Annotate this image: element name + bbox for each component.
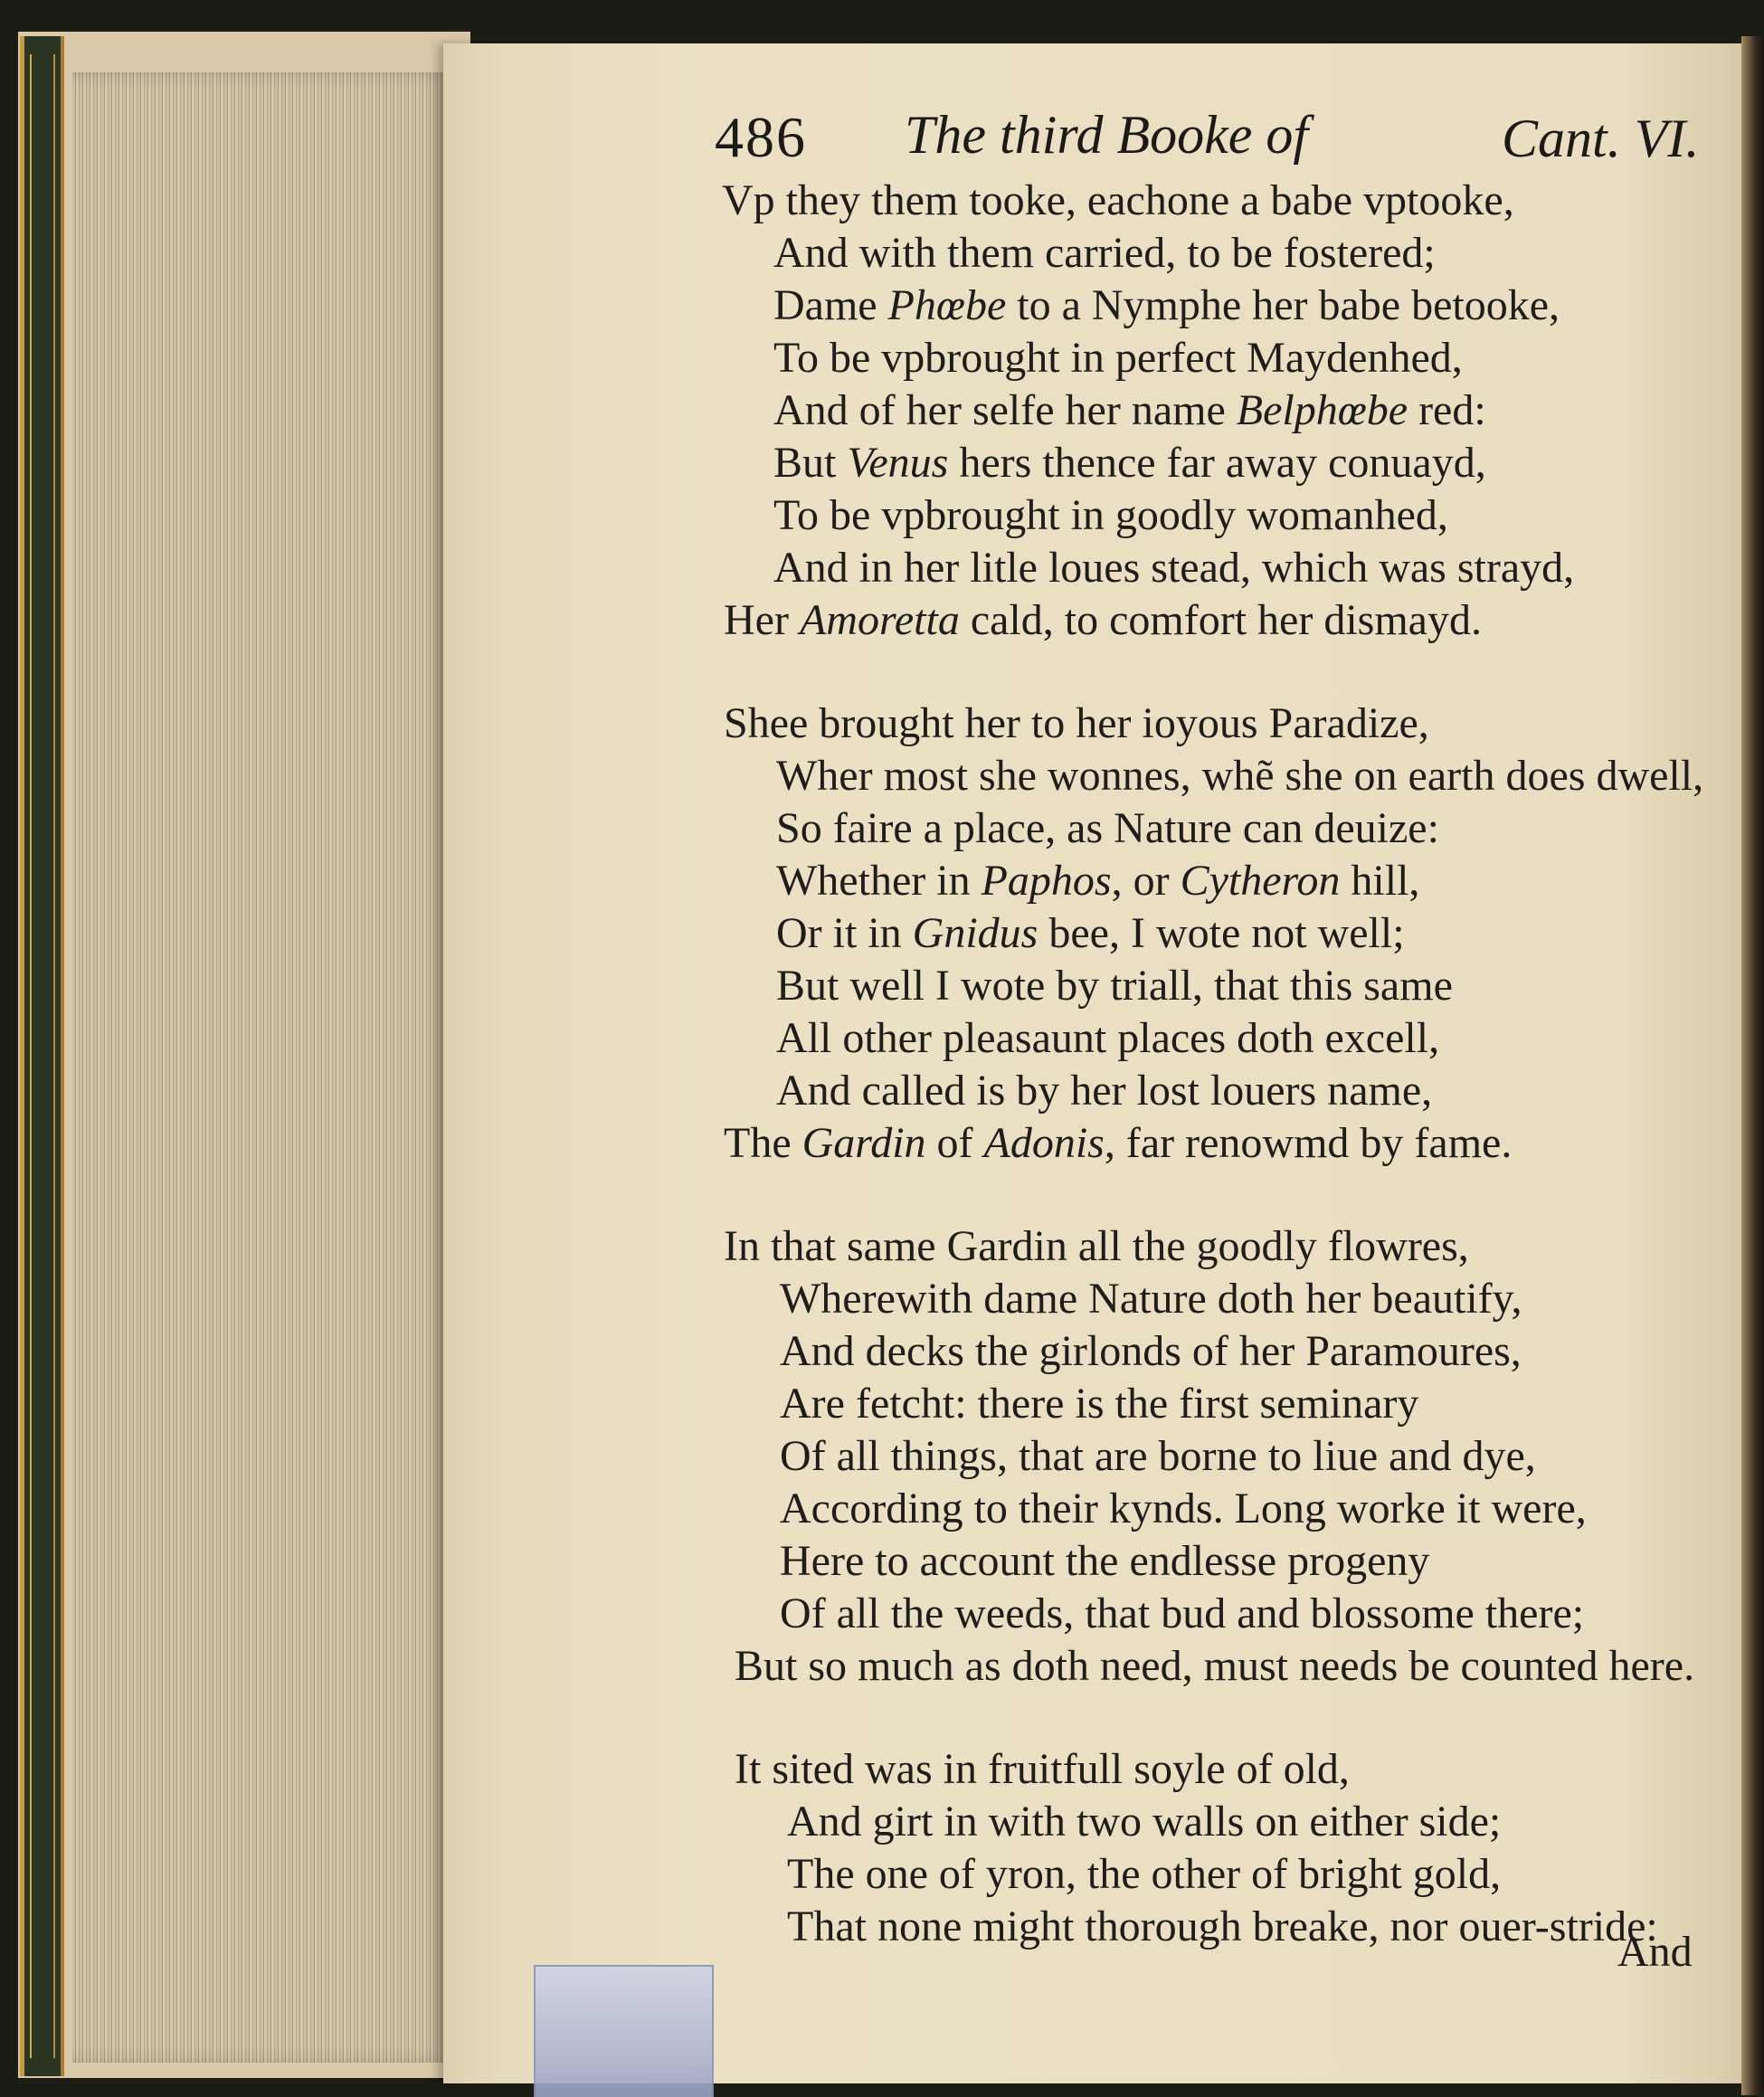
- verse-line: Or it in Gnidus bee, I wote not well;: [776, 909, 1405, 957]
- running-title: The third Booke of: [905, 105, 1309, 165]
- verse-line: But Venus hers thence far away conuayd,: [773, 439, 1486, 487]
- verse-line: Here to account the endlesse progeny: [780, 1537, 1430, 1585]
- gilt-cover-edge: [20, 36, 64, 2076]
- verse-line: Whether in Paphos, or Cytheron hill,: [776, 857, 1420, 905]
- verse-line: And decks the girlonds of her Paramoures,: [780, 1327, 1522, 1375]
- verse-line: Of all the weeds, that bud and blossome there;: [780, 1589, 1585, 1637]
- page-stack: [72, 72, 452, 2063]
- catchword: And: [1617, 1928, 1693, 1976]
- page-number: 486: [715, 105, 807, 169]
- verse-line: Are fetcht: there is the first seminary: [780, 1380, 1419, 1428]
- verse-line: Wherewith dame Nature doth her beautify,: [780, 1275, 1522, 1323]
- verse-line: That none might thorough breake, nor ouer-stride:: [787, 1902, 1658, 1950]
- verse-line: All other pleasaunt places doth excell,: [776, 1014, 1440, 1062]
- verse-line: So faire a place, as Nature can deuize:: [776, 804, 1439, 852]
- verse-line: Vp they them tooke, eachone a babe vptooke,: [722, 176, 1514, 224]
- verse-line: And girt in with two walls on either side;: [787, 1798, 1502, 1846]
- verse-line: Her Amoretta cald, to comfort her dismayd.: [724, 596, 1482, 644]
- verse-line: To be vpbrought in goodly womanhed,: [773, 491, 1448, 539]
- verse-line: According to their kynds. Long worke it were,: [780, 1485, 1587, 1532]
- verse-line: The Gardin of Adonis, far renowmd by fame.: [724, 1119, 1513, 1167]
- verse-line: In that same Gardin all the goodly flowres,: [724, 1222, 1469, 1270]
- verse-line: And with them carried, to be fostered;: [773, 229, 1436, 277]
- verse-line: Dame Phœbe to a Nymphe her babe betooke,: [773, 281, 1560, 329]
- verse-line: But well I wote by triall, that this same: [776, 962, 1453, 1010]
- verse-line: Shee brought her to her ioyous Paradize,: [724, 699, 1429, 747]
- verse-line: The one of yron, the other of bright gold,: [787, 1850, 1502, 1898]
- book-gutter-edge: [1741, 36, 1764, 2095]
- canto-label: Cant. VI.: [1502, 109, 1700, 168]
- verse-line: And called is by her lost louers name,: [776, 1067, 1433, 1115]
- page-clip: [534, 1965, 714, 2097]
- verse-line: It sited was in fruitfull soyle of old,: [735, 1745, 1350, 1793]
- verse-line: But so much as doth need, must needs be counted here.: [735, 1642, 1695, 1690]
- verse-line: And of her selfe her name Belphœbe red:: [773, 386, 1486, 434]
- verse-line: Of all things, that are borne to liue and dye,: [780, 1432, 1536, 1480]
- verse-line: Wher most she wonnes, whẽ she on earth does dwell,: [776, 752, 1704, 800]
- page-header: [0, 86, 1764, 172]
- verse-line: And in her litle loues stead, which was strayd,: [773, 544, 1575, 592]
- verse-line: To be vpbrought in perfect Maydenhed,: [773, 334, 1463, 382]
